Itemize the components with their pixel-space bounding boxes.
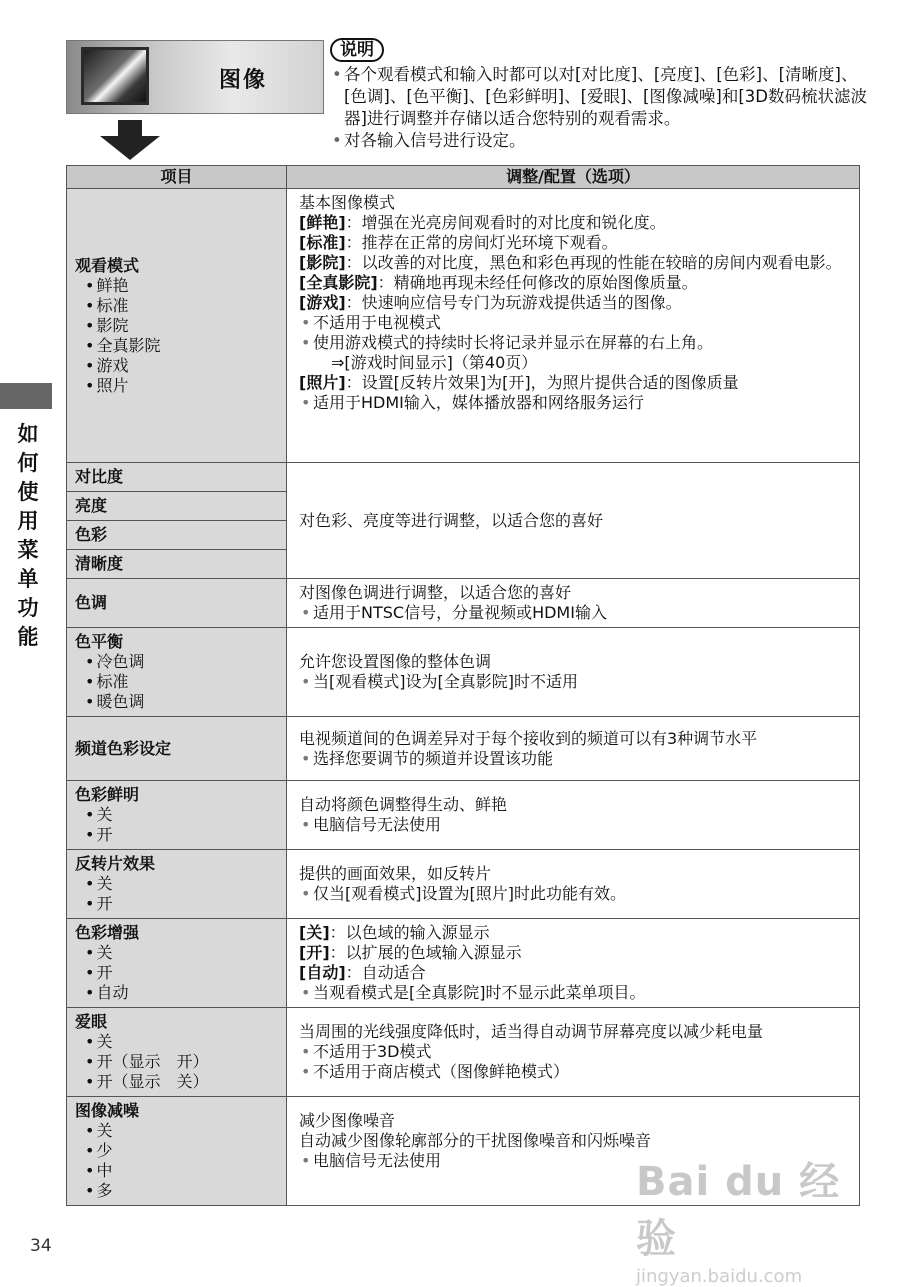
mode-text: ：以色域的输入源显示: [329, 923, 490, 942]
item-cell: [67, 550, 287, 579]
item-name: 反转片效果: [75, 854, 156, 873]
description-text: 允许您设置图像的整体色调: [299, 652, 492, 671]
note-bullet: • 仅当[观看模式]设置为[照片]时此功能有效。: [299, 884, 847, 904]
option: • 关: [75, 805, 278, 825]
description-cell: [287, 463, 860, 579]
note-bullet: • 适用于NTSC信号，分量视频或HDMI输入: [299, 603, 847, 623]
option: • 照片: [75, 376, 278, 396]
note-bullet: • 电脑信号无法使用: [299, 815, 847, 835]
option: • 开: [75, 825, 278, 845]
arrow-down-icon: [100, 120, 160, 160]
item-cell: [67, 463, 287, 492]
mode-line: [299, 213, 847, 233]
table-row: [67, 919, 860, 1008]
option: • 多: [75, 1181, 278, 1201]
item-name: 亮度: [75, 496, 108, 515]
description-cell: [287, 189, 860, 463]
item-cell: [67, 521, 287, 550]
description-text: 自动减少图像轮廓部分的干扰图像噪音和闪烁噪音: [299, 1131, 652, 1150]
table-row: [67, 463, 860, 492]
mode-label: [影院]: [299, 253, 346, 272]
option: • 暖色调: [75, 692, 278, 712]
table-row: [67, 189, 860, 463]
mode-label: [标准]: [299, 233, 346, 252]
note-block: [330, 38, 870, 152]
item-name: 观看模式: [75, 255, 140, 275]
mode-text: ：推荐在正常的房间灯光环境下观看。: [345, 233, 618, 252]
item-name: 色平衡: [75, 632, 124, 651]
item-name: 色彩: [75, 525, 108, 544]
picture-settings-table: [66, 165, 860, 1206]
note-bullet: • 不适用于商店模式（图像鲜艳模式）: [299, 1062, 847, 1082]
table-row: [67, 781, 860, 850]
item-name: 色彩增强: [75, 923, 140, 942]
mode-line: [299, 253, 847, 273]
option: • 开（显示 开）: [75, 1052, 278, 1072]
section-title: 图像: [219, 68, 268, 93]
mode-line: [299, 293, 847, 313]
mode-line: [299, 233, 847, 253]
side-tab-label: 如何使用菜单功能: [17, 422, 39, 649]
mode-line: [299, 963, 847, 983]
mode-text: ：快速响应信号专门为玩游戏提供适当的图像。: [345, 293, 682, 312]
note-line: • 对各输入信号进行设定。: [330, 130, 870, 152]
option: • 标准: [75, 296, 278, 316]
description-text: 减少图像噪音: [299, 1111, 396, 1130]
item-cell: [67, 1097, 287, 1206]
note-bullet: • 适用于HDMI输入，媒体播放器和网络服务运行: [299, 393, 847, 413]
option: • 鲜艳: [75, 276, 278, 296]
mode-label: [开]: [299, 943, 330, 962]
mode-line: [299, 923, 847, 943]
description-text: 电视频道间的色调差异对于每个接收到的频道可以有3种调节水平: [299, 728, 758, 748]
option: • 中: [75, 1161, 278, 1181]
mode-line: [299, 943, 847, 963]
note-bullet: • 当观看模式是[全真影院]时不显示此菜单项目。: [299, 983, 847, 1003]
item-name: 爱眼: [75, 1012, 108, 1031]
note-bullet: • 当[观看模式]设为[全真影院]时不适用: [299, 672, 847, 692]
tv-screen-icon: [81, 47, 149, 105]
note-bullet: • 不适用于3D模式: [299, 1042, 847, 1062]
mode-text: ：以扩展的色域输入源显示: [329, 943, 522, 962]
item-cell: [67, 781, 287, 850]
table-row: [67, 1008, 860, 1097]
mode-label: [游戏]: [299, 293, 346, 312]
option: • 影院: [75, 316, 278, 336]
item-cell: [67, 628, 287, 717]
mode-text: ：增强在光亮房间观看时的对比度和锐化度。: [345, 213, 666, 232]
mode-label: [全真影院]: [299, 273, 378, 292]
note-bullet: • 使用游戏模式的持续时长将记录并显示在屏幕的右上角。: [299, 333, 847, 353]
description-cell: [287, 717, 860, 781]
option: • 关: [75, 1121, 278, 1141]
description-text: 当周围的光线强度降低时，适当得自动调节屏幕亮度以减少耗电量: [299, 1022, 764, 1041]
column-header-adjust: 调整/配置（选项）: [287, 166, 860, 189]
description-text: 自动将颜色调整得生动、鲜艳: [299, 795, 508, 814]
option: • 关: [75, 943, 278, 963]
description-cell: [287, 579, 860, 628]
mode-label: [鲜艳]: [299, 213, 346, 232]
description-text: 对色彩、亮度等进行调整，以适合您的喜好: [299, 510, 604, 530]
mode-text: ：精确地再现未经任何修改的原始图像质量。: [377, 273, 698, 292]
note-bullet: • 选择您要调节的频道并设置该功能: [299, 749, 847, 769]
watermark-logo: Bai du 经验: [636, 1159, 841, 1262]
mode-text: ：以改善的对比度，黑色和彩色再现的性能在较暗的房间内观看电影。: [345, 253, 842, 272]
item-cell: [67, 189, 287, 463]
description-cell: [287, 781, 860, 850]
item-name: 色彩鲜明: [75, 785, 140, 804]
item-cell: [67, 492, 287, 521]
mode-text: ：自动适合: [345, 963, 426, 982]
table-row: [67, 579, 860, 628]
option: • 关: [75, 1032, 278, 1052]
item-name: 对比度: [75, 467, 124, 486]
description-cell: [287, 1008, 860, 1097]
note-heading: 说明: [330, 38, 384, 62]
watermark: [636, 1150, 866, 1287]
watermark-url: jingyan.baidu.com: [636, 1266, 803, 1287]
mode-line: [299, 273, 847, 293]
option: • 冷色调: [75, 652, 278, 672]
note-line: • 各个观看模式和输入时都可以对[对比度]、[亮度]、[色彩]、[清晰度]、[色调]、[色平衡]、[色彩鲜明]、[爱眼]、[图像减噪]和[3D数码梳状滤波器]进行调整并存储以适合您特别的观看需求。: [330, 64, 870, 130]
mode-label: [照片]: [299, 373, 346, 392]
item-cell: [67, 850, 287, 919]
column-header-item: 项目: [67, 166, 287, 189]
mode-label: [关]: [299, 923, 330, 942]
table-header-row: [67, 166, 860, 189]
description-cell: [287, 628, 860, 717]
item-name: 频道色彩设定: [75, 738, 172, 758]
option: • 关: [75, 874, 278, 894]
option: • 开: [75, 894, 278, 914]
item-name: 色调: [75, 593, 108, 612]
option: • 标准: [75, 672, 278, 692]
note-bullet: • 电脑信号无法使用: [299, 1151, 847, 1171]
item-name: 清晰度: [75, 554, 124, 573]
mode-line: [299, 373, 847, 393]
table-row: [67, 717, 860, 781]
option: • 开（显示 关）: [75, 1072, 278, 1092]
note-bullet: • 不适用于电视模式: [299, 313, 847, 333]
item-cell: [67, 919, 287, 1008]
table-row: [67, 850, 860, 919]
page-reference: ⇒[游戏时间显示]（第40页）: [331, 353, 538, 372]
item-name: 图像减噪: [75, 1101, 140, 1120]
description-text: 提供的画面效果，如反转片: [299, 864, 492, 883]
option: • 少: [75, 1141, 278, 1161]
description-text: 基本图像模式: [299, 193, 396, 212]
description-text: 对图像色调进行调整，以适合您的喜好: [299, 583, 572, 602]
mode-label: [自动]: [299, 963, 346, 982]
option: • 游戏: [75, 356, 278, 376]
item-cell: [67, 717, 287, 781]
item-cell: [67, 579, 287, 628]
page-number: 34: [30, 1236, 52, 1256]
item-cell: [67, 1008, 287, 1097]
option: • 自动: [75, 983, 278, 1003]
description-cell: [287, 919, 860, 1008]
description-cell: [287, 850, 860, 919]
option: • 全真影院: [75, 336, 278, 356]
table-row: [67, 628, 860, 717]
option: • 开: [75, 963, 278, 983]
section-header: [66, 40, 324, 114]
side-tab-marker: [0, 383, 52, 409]
mode-text: ：设置[反转片效果]为[开]，为照片提供合适的图像质量: [345, 373, 739, 392]
